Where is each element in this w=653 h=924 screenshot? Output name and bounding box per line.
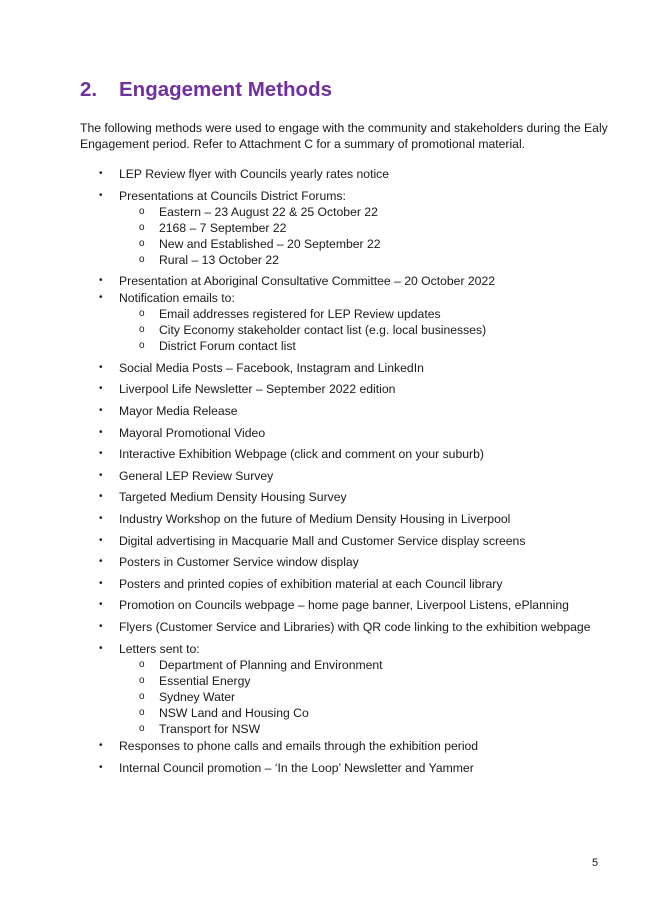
sub-bullet-icon: o <box>139 707 145 718</box>
list-item <box>99 554 359 570</box>
list-item <box>99 360 424 376</box>
list-item-text: Internal Council promotion – ‘In the Loop’ Newsletter and Yammer <box>119 761 474 775</box>
list-item <box>99 403 238 419</box>
sub-list-item <box>139 689 236 705</box>
bullet-icon: • <box>99 621 103 632</box>
sub-bullet-icon: o <box>139 340 145 351</box>
bullet-icon: • <box>99 762 103 773</box>
bullet-icon: • <box>99 513 103 524</box>
list-item <box>99 576 503 592</box>
bullet-icon: • <box>99 427 103 438</box>
sub-list-item-text: Sydney Water <box>159 690 236 704</box>
list-item <box>99 446 484 462</box>
list-item-text: Notification emails to: <box>119 291 235 305</box>
sub-list-item <box>139 338 296 354</box>
bullet-icon: • <box>99 362 103 373</box>
sub-bullet-icon: o <box>139 238 145 249</box>
list-item-text: Mayoral Promotional Video <box>119 426 266 440</box>
sub-list-item-text: Email addresses registered for LEP Review updates <box>159 307 441 321</box>
bullet-icon: • <box>99 448 103 459</box>
list-item <box>99 290 235 306</box>
list-item-text: Industry Workshop on the future of Medium Density Housing in Liverpool <box>119 512 511 526</box>
list-item-text: Social Media Posts – Facebook, Instagram and LinkedIn <box>119 361 424 375</box>
sub-list-item-text: NSW Land and Housing Co <box>159 706 309 720</box>
list-item-text: Responses to phone calls and emails through the exhibition period <box>119 739 479 753</box>
sub-list-item <box>139 236 381 252</box>
list-item-text: Letters sent to: <box>119 642 200 656</box>
sub-list-item-text: Essential Energy <box>159 674 251 688</box>
page-number: 5 <box>592 857 599 869</box>
bullet-icon: • <box>99 599 103 610</box>
sub-bullet-icon: o <box>139 675 145 686</box>
list-item-text: Posters in Customer Service window display <box>119 555 359 569</box>
sub-list-item <box>139 252 279 268</box>
list-item <box>99 489 347 505</box>
bullet-icon: • <box>99 190 103 201</box>
bullet-icon: • <box>99 643 103 654</box>
bullet-icon: • <box>99 535 103 546</box>
sub-list-item <box>139 220 287 236</box>
sub-list-item-text: District Forum contact list <box>159 339 296 353</box>
list-item-text: Posters and printed copies of exhibition material at each Council library <box>119 577 503 591</box>
list-item-text: Liverpool Life Newsletter – September 2022 edition <box>119 382 396 396</box>
list-item-text: Flyers (Customer Service and Libraries) with QR code linking to the exhibition webpage <box>119 620 591 634</box>
sub-bullet-icon: o <box>139 659 145 670</box>
list-item <box>99 468 274 484</box>
sub-bullet-icon: o <box>139 691 145 702</box>
list-item-text: General LEP Review Survey <box>119 469 274 483</box>
list-item <box>99 619 591 635</box>
list-item-text: Interactive Exhibition Webpage (click and comment on your suburb) <box>119 447 484 461</box>
list-item <box>99 533 526 549</box>
list-item-text: Digital advertising in Macquarie Mall and Customer Service display screens <box>119 534 526 548</box>
bullet-icon: • <box>99 556 103 567</box>
list-item <box>99 381 396 397</box>
sub-bullet-icon: o <box>139 206 145 217</box>
sub-list-item <box>139 306 441 322</box>
list-item <box>99 511 511 527</box>
list-item <box>99 188 346 204</box>
list-item <box>99 760 474 776</box>
bullet-icon: • <box>99 740 103 751</box>
list-item <box>99 425 266 441</box>
list-item <box>99 597 569 613</box>
sub-list-item <box>139 721 261 737</box>
bullet-icon: • <box>99 168 103 179</box>
section-number: 2. <box>80 78 98 101</box>
list-item-text: LEP Review flyer with Councils yearly rates notice <box>119 167 390 181</box>
list-item-text: Presentations at Councils District Forums: <box>119 189 346 203</box>
bullet-icon: • <box>99 292 103 303</box>
list-item <box>99 641 200 657</box>
sub-bullet-icon: o <box>139 254 145 265</box>
list-item-text: Targeted Medium Density Housing Survey <box>119 490 347 504</box>
sub-bullet-icon: o <box>139 308 145 319</box>
list-item <box>99 273 495 289</box>
sub-list-item-text: City Economy stakeholder contact list (e.g. local businesses) <box>159 323 487 337</box>
sub-bullet-icon: o <box>139 222 145 233</box>
sub-list-item-text: 2168 – 7 September 22 <box>159 221 287 235</box>
bullet-icon: • <box>99 275 103 286</box>
bullet-icon: • <box>99 405 103 416</box>
section-title: Engagement Methods <box>119 78 332 101</box>
list-item-text: Presentation at Aboriginal Consultative Committee – 20 October 2022 <box>119 274 495 288</box>
sub-bullet-icon: o <box>139 723 145 734</box>
bullet-icon: • <box>99 383 103 394</box>
sub-list-item-text: Transport for NSW <box>159 722 261 736</box>
list-item <box>99 738 479 754</box>
sub-list-item <box>139 705 309 721</box>
sub-list-item <box>139 657 383 673</box>
intro-paragraph: The following methods were used to engage with the community and stakeholders during the Ealy Engagement period. Refer to Attachment C for a summary of promotional material. <box>80 121 608 151</box>
sub-list-item-text: Eastern – 23 August 22 & 25 October 22 <box>159 205 378 219</box>
bullet-icon: • <box>99 491 103 502</box>
sub-list-item-text: Rural – 13 October 22 <box>159 253 279 267</box>
bullet-icon: • <box>99 578 103 589</box>
sub-bullet-icon: o <box>139 324 145 335</box>
sub-list-item-text: Department of Planning and Environment <box>159 658 383 672</box>
list-item-text: Mayor Media Release <box>119 404 238 418</box>
sub-list-item-text: New and Established – 20 September 22 <box>159 237 381 251</box>
list-item-text: Promotion on Councils webpage – home page banner, Liverpool Listens, ePlanning <box>119 598 569 612</box>
bullet-icon: • <box>99 470 103 481</box>
sub-list-item <box>139 322 487 338</box>
sub-list-item <box>139 673 251 689</box>
list-item <box>99 166 390 182</box>
sub-list-item <box>139 204 378 220</box>
